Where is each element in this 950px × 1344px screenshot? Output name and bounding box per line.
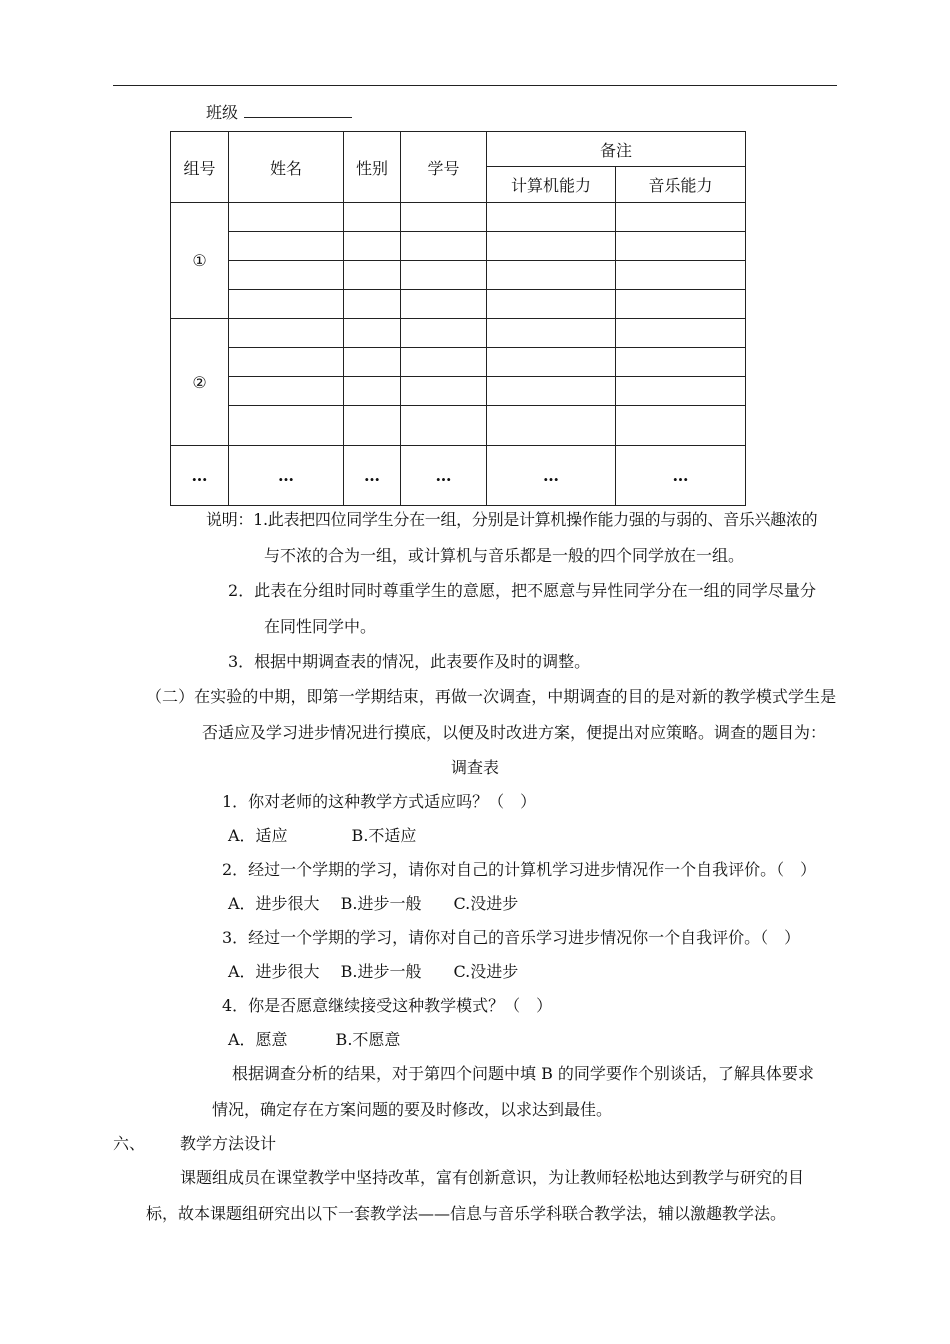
cell[interactable]: [344, 290, 401, 319]
header-remarks: 备注: [487, 132, 746, 167]
note-3: 3．根据中期调查表的情况，此表要作及时的调整。: [228, 652, 591, 671]
cell[interactable]: [401, 377, 487, 406]
analysis-line-1: 根据调查分析的结果，对于第四个问题中填 B 的同学要作个别谈话，了解具体要求: [232, 1064, 814, 1083]
cell[interactable]: [616, 377, 746, 406]
cell[interactable]: [487, 319, 616, 348]
note-2-line-2: 在同性同学中。: [264, 617, 377, 636]
cell[interactable]: [229, 348, 344, 377]
header-rule: [113, 85, 837, 86]
cell[interactable]: [344, 348, 401, 377]
section-2-line-1: （二）在实验的中期，即第一学期结束，再做一次调查，中期调查的目的是对新的教学模式学生是: [146, 687, 837, 706]
cell[interactable]: [616, 203, 746, 232]
group-1-label: ①: [171, 203, 229, 319]
group-2-label: ②: [171, 319, 229, 446]
header-gender: 性别: [344, 132, 401, 203]
class-label: 班级: [206, 103, 239, 122]
survey-q4: 4．你是否愿意继续接受这种教学模式？（ ）: [222, 996, 553, 1015]
ellipsis-cell: …: [171, 446, 229, 506]
section-2-line-2: 否适应及学习进步情况进行摸底，以便及时改进方案，便提出对应策略。调查的题目为：: [202, 723, 827, 742]
section-6-line-1: 课题组成员在课堂教学中坚持改革，富有创新意识，为让教师轻松地达到教学与研究的目: [180, 1168, 805, 1187]
survey-q4-options: A．愿意 B.不愿意: [228, 1030, 401, 1049]
survey-q3: 3．经过一个学期的学习，请你对自己的音乐学习进步情况你一个自我评价。（ ）: [222, 928, 801, 947]
cell[interactable]: [344, 232, 401, 261]
ellipsis-cell: …: [344, 446, 401, 506]
survey-title: 调查表: [450, 758, 499, 777]
header-student-id: 学号: [401, 132, 487, 203]
cell[interactable]: [401, 261, 487, 290]
cell[interactable]: [616, 232, 746, 261]
cell[interactable]: [487, 406, 616, 446]
ellipsis-cell: …: [401, 446, 487, 506]
cell[interactable]: [401, 348, 487, 377]
cell[interactable]: [487, 232, 616, 261]
header-name: 姓名: [229, 132, 344, 203]
cell[interactable]: [487, 348, 616, 377]
cell[interactable]: [401, 319, 487, 348]
cell[interactable]: [344, 319, 401, 348]
section-6-line-2: 标，故本课题组研究出以下一套教学法——信息与音乐学科联合教学法，辅以激趣教学法。: [146, 1204, 787, 1223]
cell[interactable]: [229, 290, 344, 319]
cell[interactable]: [616, 348, 746, 377]
cell[interactable]: [401, 232, 487, 261]
cell[interactable]: [401, 290, 487, 319]
cell[interactable]: [616, 319, 746, 348]
survey-q3-options: A．进步很大 B.进步一般 C.没进步: [228, 962, 519, 981]
note-2-line-1: 2．此表在分组时同时尊重学生的意愿，把不愿意与异性同学分在一组的同学尽量分: [228, 581, 817, 600]
grouping-table: [170, 131, 746, 506]
header-music: 音乐能力: [616, 167, 746, 203]
cell[interactable]: [487, 261, 616, 290]
note-1-line-1: 说明：1.此表把四位同学生分在一组，分别是计算机操作能力强的与弱的、音乐兴趣浓的: [206, 510, 818, 529]
ellipsis-cell: …: [487, 446, 616, 506]
ellipsis-cell: …: [616, 446, 746, 506]
cell[interactable]: [344, 377, 401, 406]
cell[interactable]: [616, 406, 746, 446]
cell[interactable]: [487, 203, 616, 232]
cell[interactable]: [344, 203, 401, 232]
cell[interactable]: [344, 261, 401, 290]
cell[interactable]: [229, 261, 344, 290]
cell[interactable]: [229, 406, 344, 446]
ellipsis-cell: …: [229, 446, 344, 506]
cell[interactable]: [229, 232, 344, 261]
analysis-line-2: 情况，确定存在方案问题的要及时修改，以求达到最佳。: [212, 1100, 613, 1119]
cell[interactable]: [344, 406, 401, 446]
class-blank[interactable]: [244, 103, 352, 118]
header-group: 组号: [171, 132, 229, 203]
header-computer: 计算机能力: [487, 167, 616, 203]
survey-q2-options: A．进步很大 B.进步一般 C.没进步: [228, 894, 519, 913]
survey-q1-options: A．适应 B.不适应: [228, 826, 417, 845]
survey-q2: 2．经过一个学期的学习，请你对自己的计算机学习进步情况作一个自我评价。（ ）: [222, 860, 817, 879]
cell[interactable]: [616, 290, 746, 319]
survey-q1: 1．你对老师的这种教学方式适应吗？（ ）: [222, 792, 537, 811]
cell[interactable]: [229, 319, 344, 348]
cell[interactable]: [616, 261, 746, 290]
cell[interactable]: [229, 377, 344, 406]
cell[interactable]: [229, 203, 344, 232]
cell[interactable]: [401, 406, 487, 446]
cell[interactable]: [487, 377, 616, 406]
cell[interactable]: [401, 203, 487, 232]
class-field: [206, 100, 352, 123]
section-6-number: 六、: [113, 1134, 146, 1153]
note-1-line-2: 与不浓的合为一组，或计算机与音乐都是一般的四个同学放在一组。: [264, 546, 745, 565]
cell[interactable]: [487, 290, 616, 319]
section-6-title: 教学方法设计: [180, 1134, 277, 1153]
